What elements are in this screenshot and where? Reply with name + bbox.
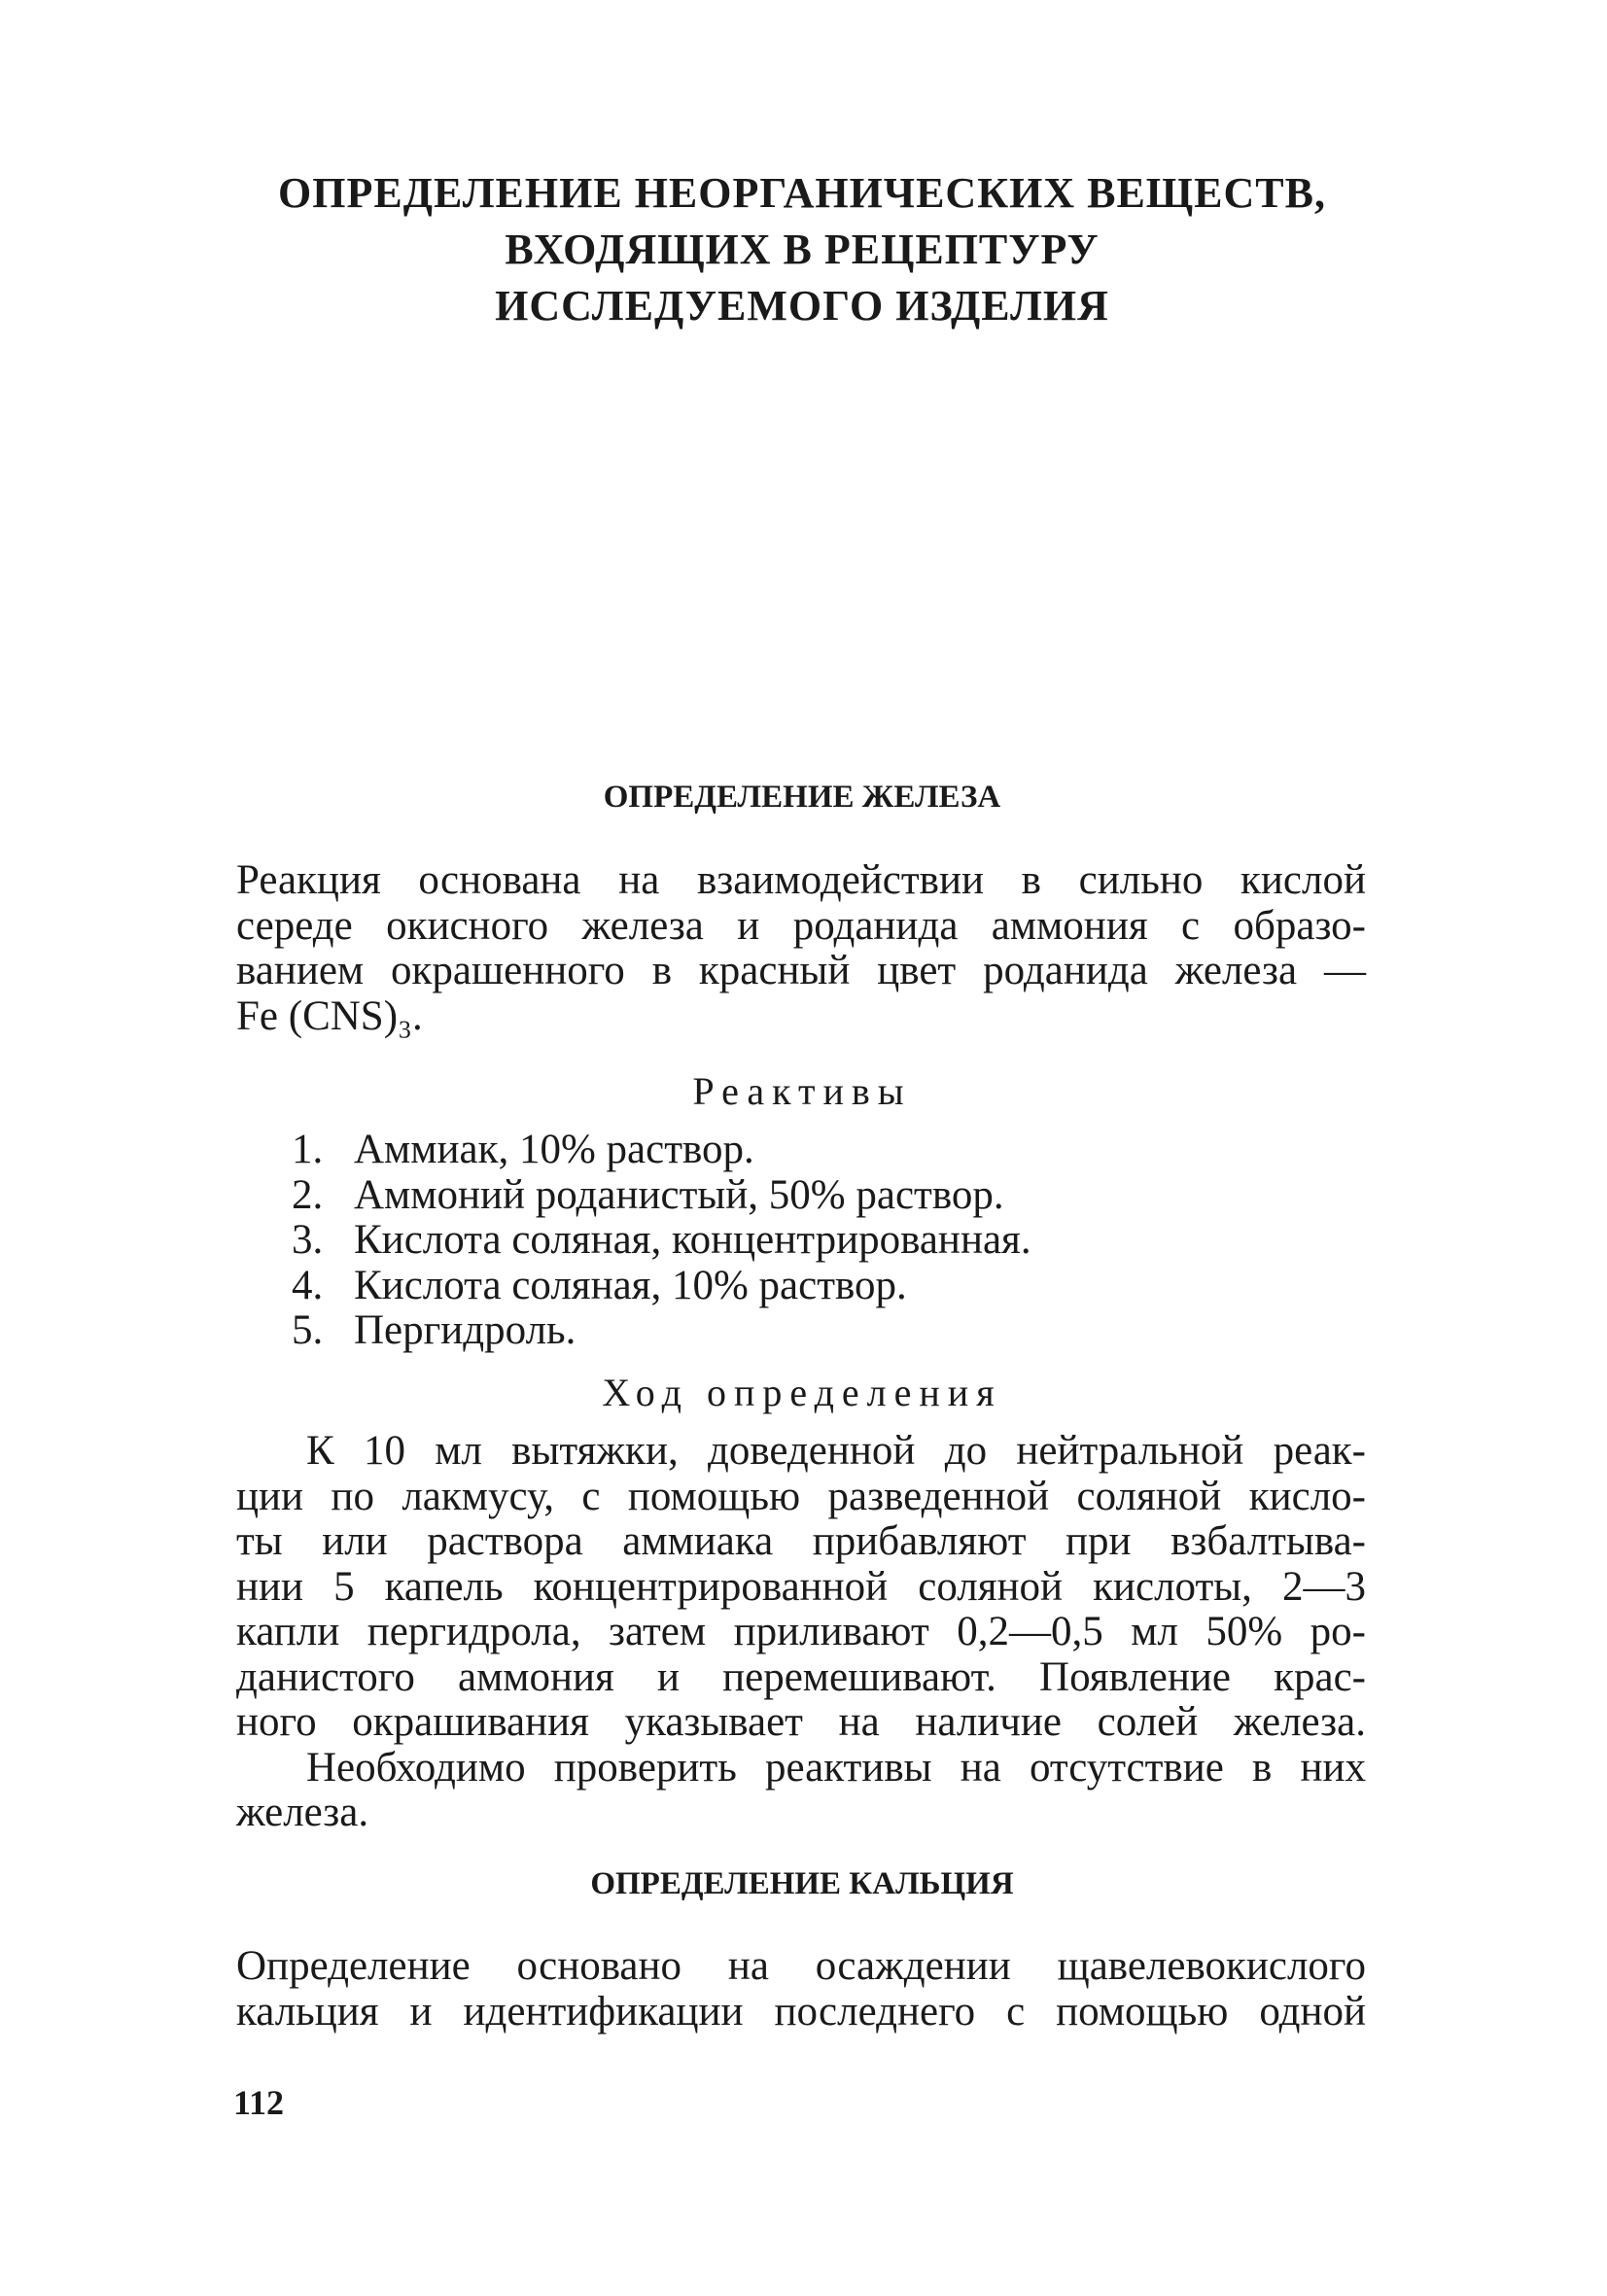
text-line: железа. — [236, 1790, 369, 1835]
text-line: Fe (CNS)₃. — [236, 992, 423, 1039]
chapter-title-line: ИССЛЕДУЕМОГО ИЗДЕЛИЯ — [495, 282, 1109, 330]
text-line: ванием окрашенного в красный цвет роданида железа — — [236, 948, 1366, 993]
text-line: нии 5 капель концентрированной соляной кислоты, 2—3 — [236, 1563, 1366, 1610]
iron-intro-paragraph — [236, 858, 1366, 1039]
text-line: капли пергидрола, затем приливают 0,2—0,5 мл 50% ро- — [236, 1609, 1366, 1654]
procedure-heading: Ход определения — [602, 1371, 1002, 1414]
list-item: 1. Аммиак, 10% раствор. — [292, 1127, 754, 1172]
text-line: ции по лакмусу, с помощью разведенной соляной кисло- — [236, 1473, 1366, 1519]
text-line: ного окрашивания указывает на наличие солей железа. — [236, 1699, 1366, 1745]
page-number: 112 — [233, 2083, 285, 2122]
text-line: Определение основано на осаждении щавелевокислого — [236, 1943, 1366, 1989]
chapter-title — [233, 165, 1371, 334]
list-item: 3. Кислота соляная, концентрированная. — [292, 1217, 1031, 1263]
reagents-list — [292, 1128, 1361, 1354]
text-line: Реакция основана на взаимодействии в сильно кислой — [236, 857, 1366, 903]
chapter-title-line: ВХОДЯЩИХ В РЕЦЕПТУРУ — [505, 226, 1100, 273]
list-item: 5. Пергидроль. — [292, 1307, 576, 1353]
list-item: 2. Аммоний роданистый, 50% раствор. — [292, 1171, 1004, 1218]
text-line: данистого аммония и перемешивают. Появление крас- — [236, 1653, 1366, 1700]
chapter-title-line: ОПРЕДЕЛЕНИЕ НЕОРГАНИЧЕСКИХ ВЕЩЕСТВ, — [278, 169, 1326, 217]
text-line: Необходимо проверить реактивы на отсутствие в них — [306, 1744, 1366, 1791]
procedure-paragraph — [236, 1429, 1366, 1836]
list-item: 4. Кислота соляная, 10% раствор. — [292, 1262, 907, 1308]
text-line: ты или раствора аммиака прибавляют при взбалтыва- — [236, 1518, 1366, 1564]
reagents-heading: Реактивы — [692, 1069, 912, 1113]
text-line: кальция и идентификации последнего с помощью одной — [236, 1988, 1366, 2035]
text-line: середе окисного железа и роданида аммония с образо- — [236, 902, 1366, 949]
section-heading-calcium: ОПРЕДЕЛЕНИЕ КАЛЬЦИЯ — [590, 1866, 1014, 1901]
calcium-intro-paragraph — [236, 1944, 1366, 2035]
section-heading-iron: ОПРЕДЕЛЕНИЕ ЖЕЛЕЗА — [603, 780, 1001, 815]
text-line: К 10 мл вытяжки, доведенной до нейтральной реак- — [306, 1428, 1366, 1474]
